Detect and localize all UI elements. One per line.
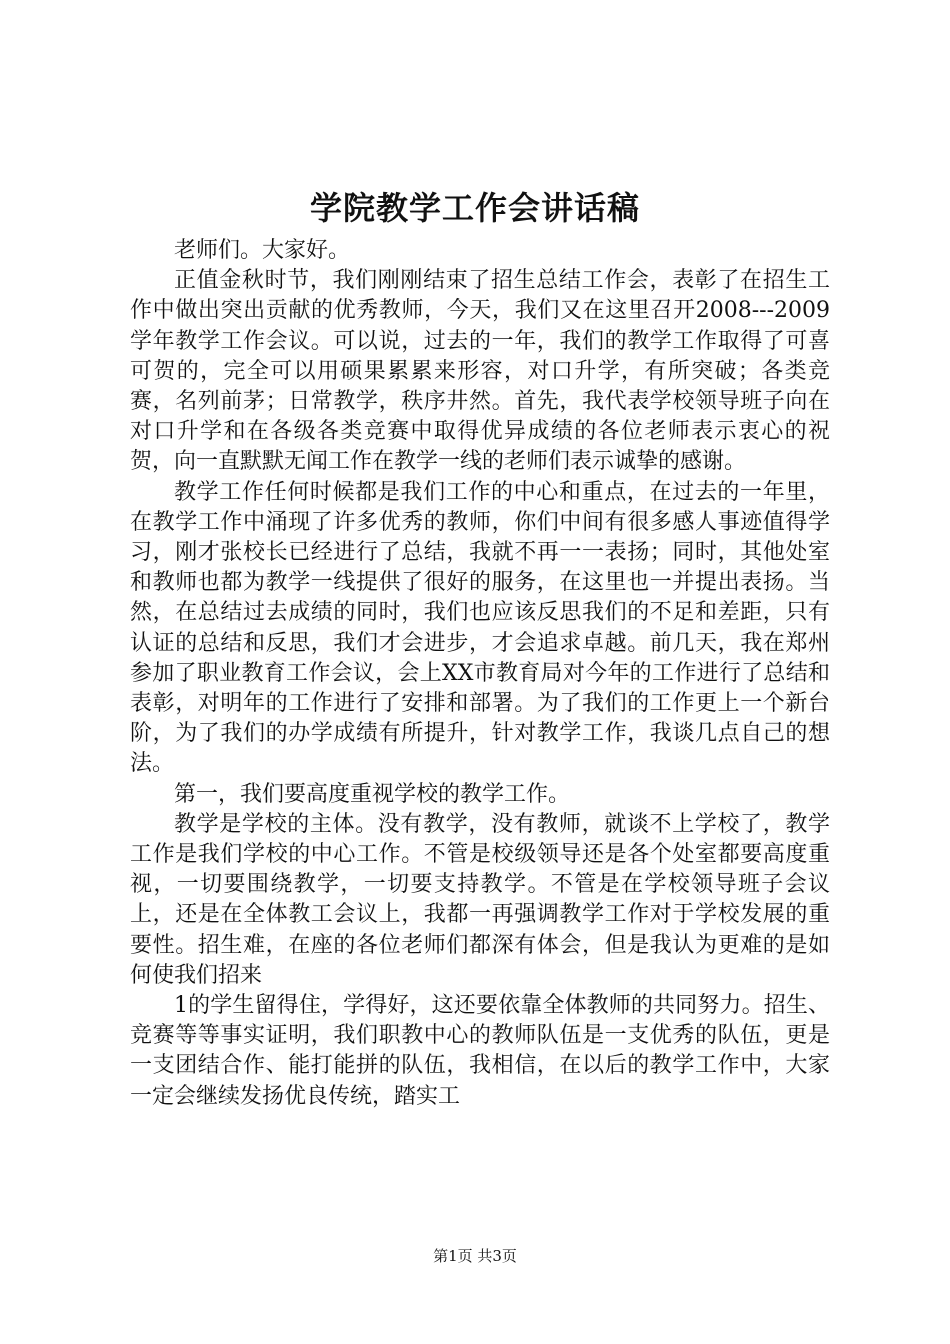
paragraph-teaching-main: 教学是学校的主体。没有教学，没有教师，就谈不上学校了，教学工作是我们学校的中心工作。不管是校级领导还是各个处室都要高度重视，一切要围绕教学，一切要支持教学。不管是在学校领导班子会议上，还是在全体教工会议上，我都一再强调教学工作对于学校发展的重要性。招生难，在座的各位老师们都深有体会，但是我认为更难的是如何使我们招来	[130, 811, 830, 988]
paragraph-greeting: 老师们。大家好。	[174, 238, 351, 263]
paragraph-point-one: 第一，我们要高度重视学校的教学工作。	[174, 781, 571, 807]
document-title: 学院教学工作会讲话稿	[309, 189, 640, 227]
paragraph-opening: 正值金秋时节，我们刚刚结束了招生总结工作会，表彰了在招生工作中做出突出贡献的优秀教师，今天，我们又在这里召开2008---2009学年教学工作会议。可以说，过去的一年，我们的教学工作取得了可喜可贺的，完全可以用硕果累累来形容，对口升学，有所突破；各类竞赛，名列前茅；日常教学，秩序井然。首先，我代表学校领导班子向在对口升学和在各级各类竞赛中取得优异成绩的各位老师表示衷心的祝贺，向一直默默无闻工作在教学一线的老师们表示诚挚的感谢。	[130, 268, 830, 475]
document-body	[130, 236, 830, 1112]
paragraph-teaching-focus: 教学工作任何时候都是我们工作的中心和重点，在过去的一年里，在教学工作中涌现了许多优秀的教师，你们中间有很多感人事迹值得学习，刚才张校长已经进行了总结，我就不再一一表扬；同时，其他处室和教师也都为教学一线提供了很好的服务，在这里也一并提出表扬。当然，在总结过去成绩的同时，我们也应该反思我们的不足和差距，只有认证的总结和反思，我们才会进步，才会追求卓越。前几天，我在郑州参加了职业教育工作会议，会上XX市教育局对今年的工作进行了总结和表彰，对明年的工作进行了安排和部署。为了我们的工作更上一个新台阶，为了我们的办学成绩有所提升，针对教学工作，我谈几点自己的想法。	[130, 479, 830, 777]
page-number-footer: 第1页 共3页	[433, 1247, 517, 1265]
paragraph-continuation: 1的学生留得住，学得好，这还要依靠全体教师的共同努力。招生、竞赛等等事实证明，我们职教中心的教师队伍是一支优秀的队伍，更是一支团结合作、能打能拼的队伍，我相信，在以后的教学工作中，大家一定会继续发扬优良传统，踏实工	[130, 993, 830, 1109]
